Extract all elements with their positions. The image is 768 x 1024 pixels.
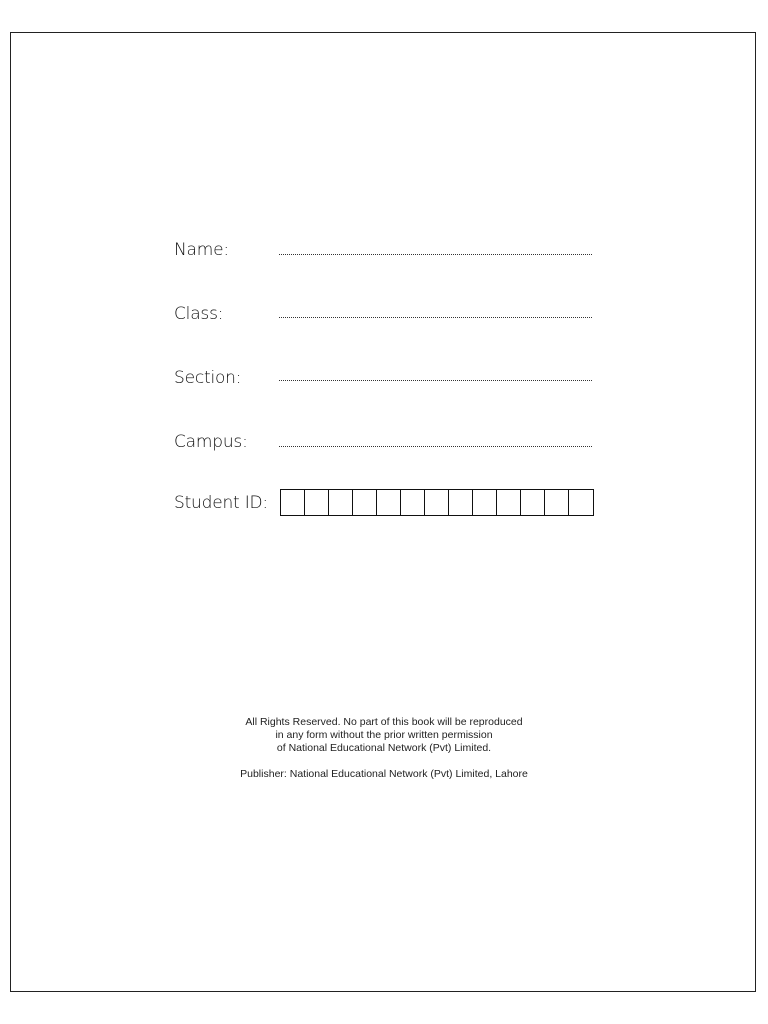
student-id-label: Student ID: — [174, 493, 268, 513]
rights-line-1: All Rights Reserved. No part of this book will be reproduced — [245, 716, 523, 728]
student-id-box[interactable] — [329, 490, 353, 515]
student-id-box[interactable] — [449, 490, 473, 515]
student-id-box[interactable] — [281, 490, 305, 515]
student-id-box[interactable] — [353, 490, 377, 515]
section-label: Section: — [174, 368, 242, 388]
student-id-box[interactable] — [497, 490, 521, 515]
student-id-box[interactable] — [305, 490, 329, 515]
campus-label: Campus: — [174, 432, 248, 452]
class-label: Class: — [174, 304, 224, 324]
student-id-box[interactable] — [473, 490, 497, 515]
student-id-boxes — [280, 489, 594, 516]
student-id-box[interactable] — [425, 490, 449, 515]
rights-line-3: of National Educational Network (Pvt) Limited. — [276, 742, 492, 754]
rights-line-2: in any form without the prior written permission — [275, 729, 493, 741]
section-field[interactable] — [279, 380, 592, 381]
campus-field[interactable] — [279, 446, 592, 447]
name-field[interactable] — [279, 254, 592, 255]
name-label: Name: — [174, 240, 229, 260]
publisher-line: Publisher: National Educational Network (Pvt) Limited, Lahore — [240, 768, 528, 780]
student-id-box[interactable] — [401, 490, 425, 515]
student-id-box[interactable] — [545, 490, 569, 515]
student-id-box[interactable] — [377, 490, 401, 515]
class-field[interactable] — [279, 317, 592, 318]
student-id-box[interactable] — [569, 490, 593, 515]
student-id-box[interactable] — [521, 490, 545, 515]
